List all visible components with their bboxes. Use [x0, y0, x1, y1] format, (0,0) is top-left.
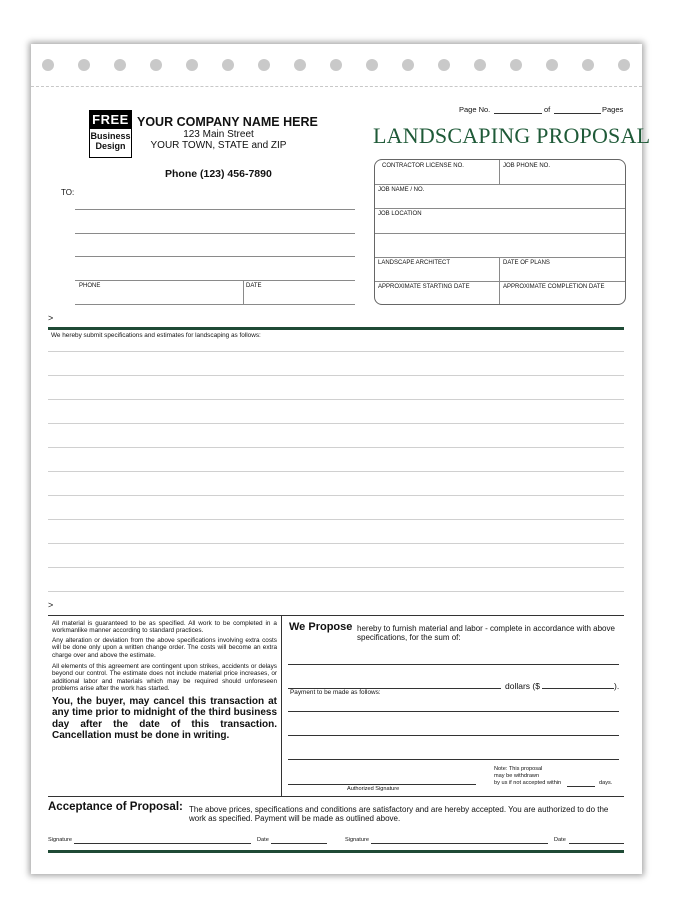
acceptance-divider	[48, 796, 624, 797]
proposal-form-sheet	[31, 44, 651, 874]
authorized-signature-label: Authorized Signature	[347, 786, 400, 792]
free-business-design-logo	[89, 110, 132, 158]
we-propose-heading: We Propose	[289, 621, 353, 633]
perforation-line	[31, 86, 642, 87]
logo-business-text: Business	[90, 131, 131, 141]
to-line-4[interactable]	[75, 280, 355, 281]
job-box-row-line	[375, 233, 625, 234]
sum-words-line[interactable]	[288, 664, 619, 665]
acceptance-heading: Acceptance of Proposal:	[48, 801, 183, 813]
punch-hole	[150, 59, 162, 71]
job-box-row-line	[375, 257, 625, 258]
punch-hole	[474, 59, 486, 71]
job-info-box	[374, 159, 626, 305]
writing-line[interactable]	[48, 399, 624, 400]
section-divider	[48, 615, 624, 616]
payment-line[interactable]	[288, 735, 619, 736]
job-box-row-line	[375, 281, 625, 282]
dollars-label: dollars ($	[505, 681, 540, 691]
punch-hole	[582, 59, 594, 71]
to-line-2[interactable]	[75, 233, 355, 234]
job-phone-label: JOB PHONE NO.	[503, 163, 551, 169]
customer-date-label: Date	[257, 837, 269, 843]
payment-line[interactable]	[288, 759, 619, 760]
punch-hole	[222, 59, 234, 71]
job-location-label: JOB LOCATION	[378, 211, 422, 217]
terms-guarantee: All material is guaranteed to be as specified. All work to be completed in a workmanlike manner according to standard practices.	[52, 620, 277, 635]
terms-contingency: All elements of this agreement are contingent upon strikes, accidents or delays beyond our control. The estimate does not include material price increases, or additional labor and materials which may be required should unforeseen problems arise after the work has started.	[52, 663, 277, 693]
job-box-divider	[499, 160, 500, 184]
company-phone: Phone (123) 456-7890	[165, 168, 272, 180]
second-date-label: Date	[554, 837, 566, 843]
arrow-marker: >	[48, 600, 54, 610]
punch-hole	[114, 59, 126, 71]
days-label: days.	[599, 780, 613, 786]
bottom-green-divider	[48, 850, 624, 853]
terms-alteration: Any alteration or deviation from the above specifications involving extra costs will be done only upon a written change order. The costs will become an extra charge over and above the estimate.	[52, 637, 277, 659]
punch-hole	[438, 59, 450, 71]
logo-design-text: Design	[95, 141, 126, 151]
pages-label: Pages	[602, 105, 624, 114]
logo-free-text: FREE	[90, 111, 131, 129]
phone-date-divider	[243, 280, 244, 304]
job-box-row-line	[375, 208, 625, 209]
withdraw-note-3: by us if not accepted within	[494, 780, 562, 786]
we-propose-text: hereby to furnish material and labor - complete in accordance with above specifications, for the sum of:	[357, 624, 615, 642]
punch-hole	[258, 59, 270, 71]
writing-line[interactable]	[48, 423, 624, 424]
punch-hole	[402, 59, 414, 71]
cancellation-notice: You, the buyer, may cancel this transaction at any time prior to midnight of the third business day after the date of this transaction. Cancellation must be done in writing.	[52, 696, 277, 742]
writing-line[interactable]	[48, 495, 624, 496]
contractor-license-label: CONTRACTOR LICENSE NO.	[382, 163, 464, 169]
writing-line[interactable]	[48, 567, 624, 568]
punch-hole	[366, 59, 378, 71]
phone-date-line[interactable]	[75, 304, 355, 305]
second-signature-label: Signature	[345, 837, 369, 843]
writing-line[interactable]	[48, 471, 624, 472]
page-no-label: Page No.	[459, 105, 491, 114]
form-title: LANDSCAPING PROPOSAL	[373, 123, 651, 148]
customer-date-line[interactable]	[271, 843, 327, 844]
writing-line[interactable]	[48, 447, 624, 448]
to-label: TO:	[61, 188, 75, 197]
writing-line[interactable]	[48, 543, 624, 544]
second-date-line[interactable]	[569, 843, 624, 844]
approx-completion-label: APPROXIMATE COMPLETION DATE	[503, 284, 605, 290]
payment-line[interactable]	[288, 711, 619, 712]
punch-hole	[294, 59, 306, 71]
authorized-signature-line[interactable]	[288, 784, 476, 785]
dollars-close: ).	[614, 681, 620, 691]
specs-intro-text: We hereby submit specifications and estimates for landscaping as follows:	[51, 332, 261, 339]
writing-line[interactable]	[48, 519, 624, 520]
page-no-field[interactable]	[494, 113, 542, 114]
company-street: 123 Main Street	[183, 129, 254, 140]
punch-hole	[186, 59, 198, 71]
payment-label: Payment to be made as follows:	[290, 689, 381, 696]
writing-line[interactable]	[48, 375, 624, 376]
withdraw-note-2: may be withdrawn	[494, 773, 540, 779]
job-box-row-line	[375, 184, 625, 185]
arrow-marker: >	[48, 313, 54, 323]
company-name: YOUR COMPANY NAME HERE	[137, 115, 318, 129]
punch-hole	[546, 59, 558, 71]
landscape-architect-label: LANDSCAPE ARCHITECT	[378, 260, 451, 266]
phone-label: PHONE	[79, 283, 101, 289]
dollar-amount-field[interactable]	[542, 688, 614, 689]
customer-signature-line[interactable]	[74, 843, 251, 844]
date-label: DATE	[246, 283, 262, 289]
punch-hole	[330, 59, 342, 71]
punch-hole	[78, 59, 90, 71]
writing-line[interactable]	[48, 591, 624, 592]
punch-hole	[42, 59, 54, 71]
withdraw-days-field[interactable]	[567, 786, 595, 787]
company-city-state-zip: YOUR TOWN, STATE and ZIP	[150, 140, 287, 151]
acceptance-text: The above prices, specifications and conditions are satisfactory and are hereby accepted. You are authorized to do the work as specified. Payment will be made as outlined above.	[189, 805, 609, 824]
job-name-label: JOB NAME / NO.	[378, 187, 425, 193]
to-line-3[interactable]	[75, 256, 355, 257]
withdraw-note-1: Note: This proposal	[494, 766, 543, 772]
punch-hole	[618, 59, 630, 71]
date-of-plans-label: DATE OF PLANS	[503, 260, 550, 266]
second-signature-line[interactable]	[371, 843, 548, 844]
total-pages-field[interactable]	[554, 113, 601, 114]
terms-propose-divider	[281, 615, 282, 796]
to-line-1[interactable]	[75, 209, 355, 210]
approx-start-label: APPROXIMATE STARTING DATE	[378, 284, 470, 290]
writing-line[interactable]	[48, 351, 624, 352]
punch-hole	[510, 59, 522, 71]
customer-signature-label: Signature	[48, 837, 72, 843]
green-divider	[48, 327, 624, 330]
of-label: of	[544, 105, 551, 114]
